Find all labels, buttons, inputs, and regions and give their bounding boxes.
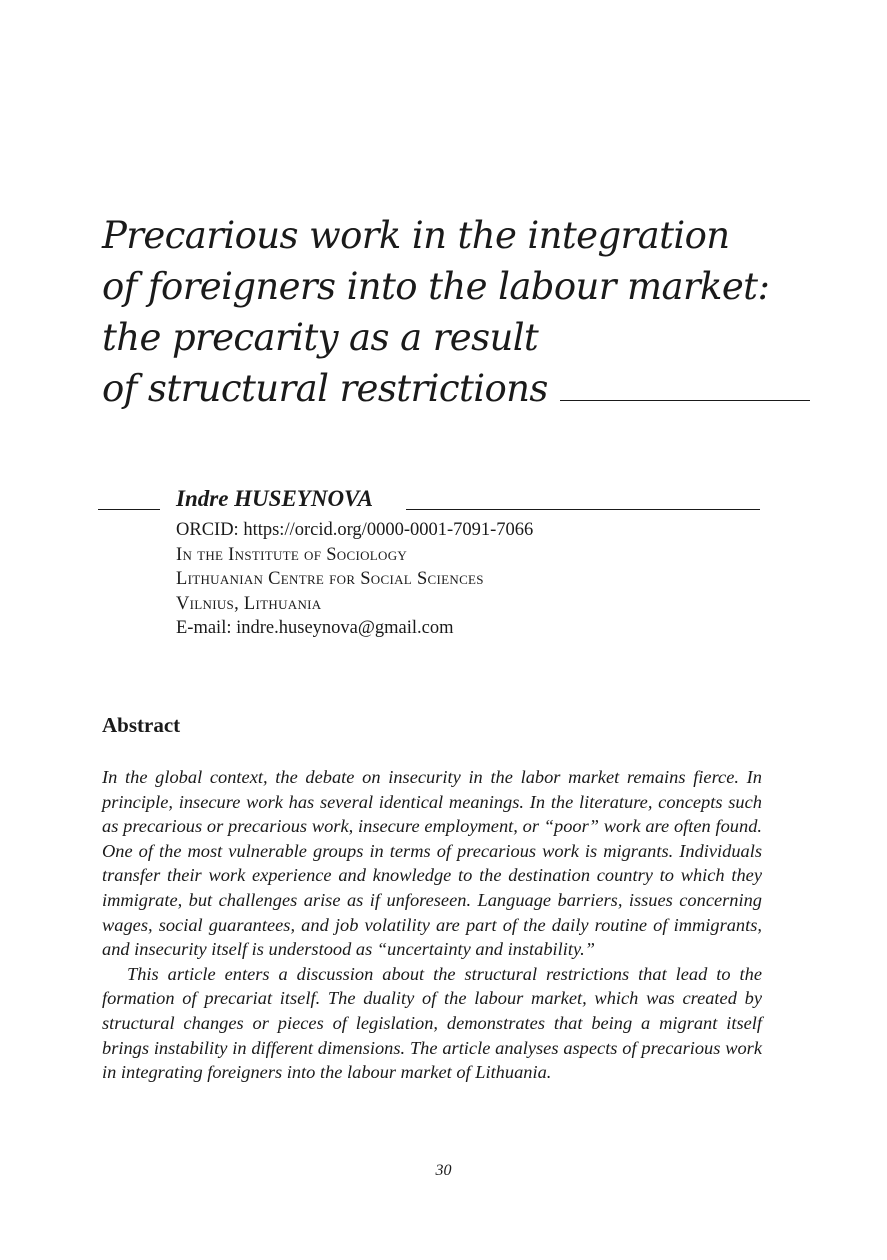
title-line-4-text: of structural restrictions xyxy=(102,367,548,410)
author-row xyxy=(98,486,760,514)
title-rule xyxy=(560,400,810,401)
abstract-paragraph-1: In the global context, the debate on insecurity in the labor market remains fierce. In principle, insecure work has several identical meanings. In the literature, concepts such as precarious or precarious work, insecure employment, or “poor” work are often found. One of the most vulnerable groups in terms of precarious work is migrants. Individuals transfer their work experience and knowledge to the destination country to which they immigrate, but challenges arise as if unforeseen. Language barriers, issues concerning wages, social guarantees, and job volatility are part of the daily routine of immigrants, and insecurity itself is understood as “uncertainty and instability.” xyxy=(102,767,762,960)
title-line-3: the precarity as a result xyxy=(102,316,539,359)
author-orcid: ORCID: https://orcid.org/0000-0001-7091-7066 xyxy=(176,520,534,540)
author-email: E-mail: indre.huseynova@gmail.com xyxy=(176,618,454,638)
author-affiliation xyxy=(176,518,533,641)
abstract-body xyxy=(102,765,762,1085)
title-line-2: of foreigners into the labour market: xyxy=(102,265,770,308)
abstract-paragraph-2: This article enters a discussion about the structural restrictions that lead to the formation of precariat itself. The duality of the labour market, which was created by structural changes or pieces of legislation, demonstrates that being a migrant itself brings instability in different dimensions. The article analyses aspects of precarious work in integrating foreigners into the labour market of Lithuania. xyxy=(102,963,762,1083)
author-location: Vilnius, Lithuania xyxy=(176,593,322,614)
author-rule-right xyxy=(406,509,760,510)
page-number: 30 xyxy=(435,1162,452,1179)
author-rule-left xyxy=(98,509,160,510)
title-line-4 xyxy=(102,363,782,414)
abstract-heading: Abstract xyxy=(102,713,181,737)
author-centre: Lithuanian Centre for Social Sciences xyxy=(176,569,484,589)
article-title xyxy=(102,210,782,414)
author-institute: In the Institute of Sociology xyxy=(176,544,408,565)
author-name: Indre HUSEYNOVA xyxy=(176,486,374,511)
title-line-1: Precarious work in the integration xyxy=(102,214,730,257)
